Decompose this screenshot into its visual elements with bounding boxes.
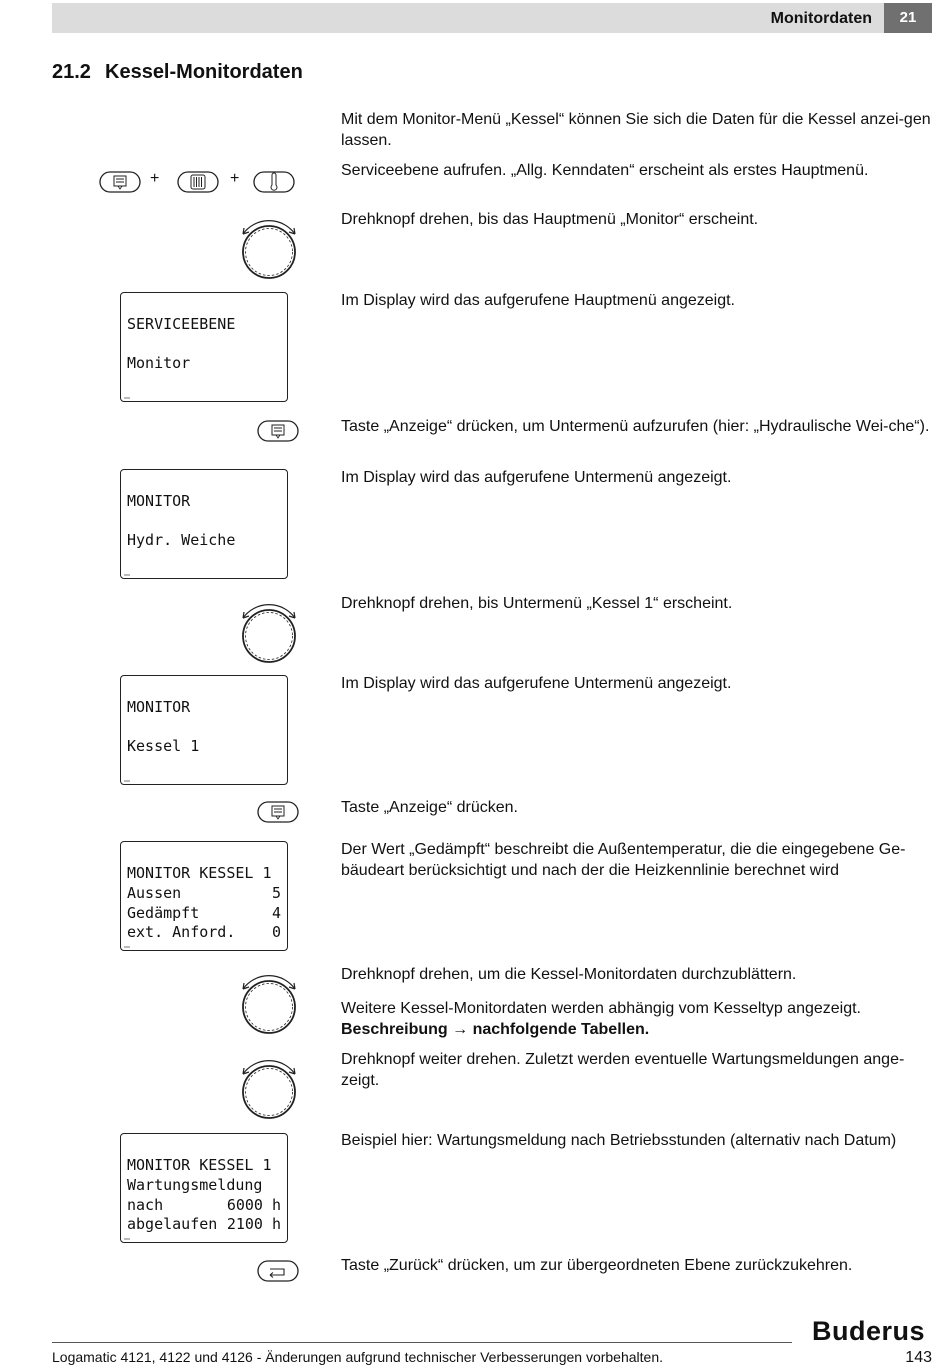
lcd-value: 6000 h	[226, 1196, 281, 1214]
page-header	[52, 3, 932, 33]
step-more-data	[341, 998, 936, 1040]
lcd-line-1: SERVICEEBENE	[127, 315, 236, 333]
rotary-knob-4[interactable]	[237, 1052, 301, 1125]
step-maintenance: Drehknopf weiter drehen. Zuletzt werden eventuelle Wartungsmeldungen ange-zeigt.	[341, 1051, 905, 1089]
footer-divider	[52, 1342, 792, 1343]
step-press-display: Taste „Anzeige“ drücken, um Untermenü aufzurufen (hier: „Hydraulische Wei-che“).	[341, 418, 930, 435]
lcd-display-maintenance	[120, 1133, 288, 1243]
page-number: 143	[905, 1349, 932, 1366]
lcd-line-2: Hydr. Weiche	[127, 531, 236, 549]
lcd-label: Aussen	[127, 884, 182, 902]
lcd-display-main	[120, 292, 288, 402]
lcd-line-2: Monitor	[127, 354, 191, 372]
footer-text: Logamatic 4121, 4122 und 4126 - Änderungen aufgrund technischer Verbesserungen vorbehalten.	[52, 1349, 664, 1365]
lcd-line-2: Kessel 1	[127, 737, 200, 755]
section-number: 21.2	[52, 61, 91, 83]
lcd-row-ext-anford	[127, 922, 281, 942]
temperature-button[interactable]	[253, 171, 295, 198]
step-gedaempft-info: Der Wert „Gedämpft“ beschreibt die Außentemperatur, die die eingegebene Ge-bäudeart berücksichtigt und nach der die Heizkennlinie berechnet wird	[341, 841, 906, 879]
section-title: Kessel-Monitordaten	[105, 61, 303, 83]
lcd-label: ext. Anford.	[127, 923, 236, 941]
lcd-line-1: MONITOR KESSEL 1	[127, 864, 272, 882]
lcd-line-1: MONITOR	[127, 492, 191, 510]
step-display-submenu: Im Display wird das aufgerufene Untermenü angezeigt.	[341, 469, 732, 486]
rotary-knob-2[interactable]	[237, 596, 301, 669]
lcd-label: nach	[127, 1196, 164, 1214]
rotary-knob-icon	[237, 596, 301, 664]
step-turn-knob-monitor: Drehknopf drehen, bis das Hauptmenü „Monitor“ erscheint.	[341, 211, 759, 228]
step-back: Taste „Zurück“ drücken, um zur übergeordneten Ebene zurückzukehren.	[341, 1257, 853, 1274]
step-intro: Mit dem Monitor-Menü „Kessel“ können Sie sich die Daten für die Kessel anzei-gen lassen.	[341, 111, 931, 149]
step-press-display-2: Taste „Anzeige“ drücken.	[341, 799, 518, 816]
lcd-row-gedaempft	[127, 903, 281, 923]
display-button-icon	[99, 171, 141, 193]
lcd-display-submenu	[120, 469, 288, 579]
rotary-knob-3[interactable]	[237, 967, 301, 1040]
step-scroll-data: Drehknopf drehen, um die Kessel-Monitordaten durchzublättern.	[341, 966, 797, 983]
lcd-line-1: MONITOR KESSEL 1	[127, 1156, 272, 1174]
radiator-icon	[177, 171, 219, 193]
step-more-data-ref: Beschreibung → nachfolgende Tabellen.	[341, 1021, 650, 1038]
display-button-2[interactable]	[257, 420, 299, 447]
step-display-main-menu: Im Display wird das aufgerufene Hauptmenü angezeigt.	[341, 292, 735, 309]
step-service-level: Serviceebene aufrufen. „Allg. Kenndaten“ erscheint als erstes Hauptmenü.	[341, 162, 869, 179]
header-title: Monitordaten	[770, 10, 872, 27]
lcd-label: Gedämpft	[127, 904, 200, 922]
heating-button[interactable]	[177, 171, 219, 198]
display-button-icon	[257, 420, 299, 442]
rotary-knob[interactable]	[237, 212, 301, 285]
lcd-row-aussen	[127, 883, 281, 903]
lcd-value: 2100 h	[226, 1215, 281, 1233]
lcd-label: abgelaufen	[127, 1215, 218, 1233]
display-button[interactable]	[99, 171, 141, 198]
step-example: Beispiel hier: Wartungsmeldung nach Betriebsstunden (alternativ nach Datum)	[341, 1132, 897, 1149]
lcd-display-kessel	[120, 675, 288, 785]
brand-logo: Buderus	[812, 1316, 926, 1346]
display-button-icon	[257, 801, 299, 823]
rotary-knob-icon	[237, 967, 301, 1035]
lcd-value: 0	[271, 923, 281, 941]
back-arrow-icon	[257, 1260, 299, 1282]
plus-sign-2: +	[230, 170, 240, 187]
section-heading	[52, 61, 303, 84]
chapter-number: 21	[884, 3, 932, 33]
lcd-line-1: MONITOR	[127, 698, 191, 716]
lcd-value: 4	[271, 904, 281, 922]
display-button-3[interactable]	[257, 801, 299, 828]
rotary-knob-icon	[237, 212, 301, 280]
lcd-line-2: Wartungsmeldung	[127, 1176, 263, 1194]
lcd-value: 5	[271, 884, 281, 902]
lcd-row-nach	[127, 1195, 281, 1215]
thermometer-icon	[253, 171, 295, 193]
step-turn-knob-kessel: Drehknopf drehen, bis Untermenü „Kessel 1“ erscheint.	[341, 595, 733, 612]
lcd-display-monitor-kessel	[120, 841, 288, 951]
step-display-submenu-2: Im Display wird das aufgerufene Untermenü angezeigt.	[341, 675, 732, 692]
lcd-row-abgelaufen	[127, 1214, 281, 1234]
step-more-data-text: Weitere Kessel-Monitordaten werden abhängig vom Kesseltyp angezeigt.	[341, 1000, 861, 1017]
back-button[interactable]	[257, 1260, 299, 1287]
rotary-knob-icon	[237, 1052, 301, 1120]
plus-sign: +	[150, 170, 160, 187]
